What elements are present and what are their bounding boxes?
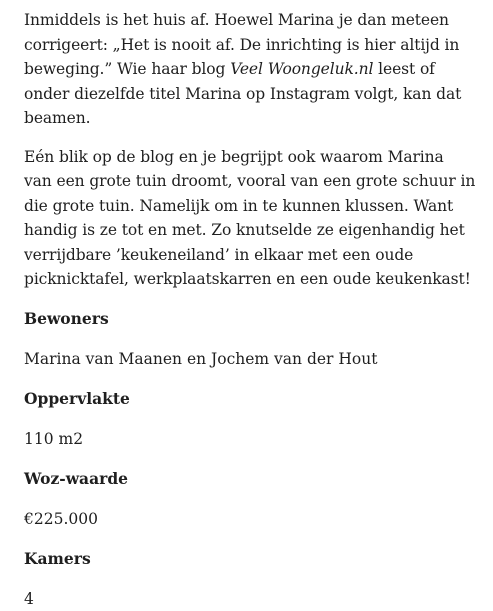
spec-value: €225.000: [24, 509, 98, 528]
spec-value: Marina van Maanen en Jochem van der Hout: [24, 349, 378, 368]
spec-woz-value: [24, 467, 476, 531]
spec-label: Woz-waarde: [24, 468, 129, 488]
spec-label: Bewoners: [24, 308, 109, 328]
spec-rooms: [24, 547, 476, 611]
spec-label: Oppervlakte: [24, 388, 130, 408]
intro-text-start: Inmiddels is het huis af. Hoewel Marina je dan meteen corrigeert: „Het is nooit af. De inrichting is hier altijd in beweging.” Wie haar blog: [24, 11, 460, 78]
spec-label: Kamers: [24, 548, 91, 568]
body-paragraph: Eén blik op de blog en je begrijpt ook waarom Marina van een grote tuin droomt, vooral van een grote schuur in die grote tuin. Namelijk om in te kunnen klussen. Want handig is ze tot en met. Zo knutselde ze eigenhandig het verrijdbare ’keukeneiland’ in elkaar met een oude picknicktafel, werkplaatskarren en een oude keukenkast!: [24, 147, 476, 288]
intro-paragraph: [24, 8, 476, 131]
intro-text-end: leest of onder diezelfde titel Marina op Instagram volgt, kan dat beamen.: [24, 60, 462, 127]
spec-residents: [24, 307, 476, 371]
blog-name: Veel Woongeluk.nl: [230, 60, 374, 78]
spec-area: [24, 387, 476, 451]
spec-value: 110 m2: [24, 429, 84, 448]
spec-value: 4: [24, 589, 34, 608]
article-body: [24, 8, 476, 611]
